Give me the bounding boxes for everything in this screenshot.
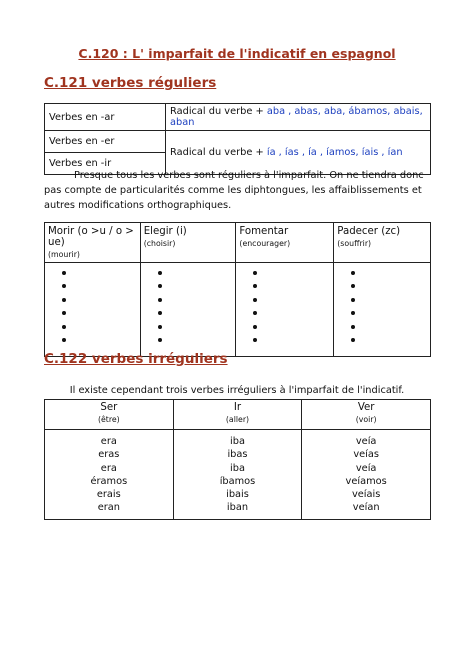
exercise-table: [44, 222, 431, 357]
bullet-item: [239, 294, 330, 307]
conjugation-form: veían: [352, 502, 380, 514]
bullet-icon: [62, 325, 66, 329]
verb-group-label: Verbes en -er: [45, 131, 166, 153]
bullet-icon: [253, 284, 257, 288]
conjugation-form: eras: [98, 449, 120, 461]
bullet-icon: [158, 338, 162, 342]
table-row: [45, 104, 431, 131]
formula-prefix: Radical du verbe +: [170, 147, 267, 158]
bullet-item: [144, 280, 233, 293]
bullet-icon: [62, 284, 66, 288]
answer-cell: [45, 263, 141, 357]
regular-endings-table: [44, 103, 431, 175]
exercise-header: [45, 223, 141, 263]
ending-formula: [166, 104, 431, 131]
bullet-item: [48, 294, 137, 307]
conjugation-form: era: [100, 436, 117, 447]
bullet-item: [239, 280, 330, 293]
bullet-item: [239, 334, 330, 347]
bullet-item: [144, 267, 233, 280]
conjugation-form: ibais: [226, 489, 249, 501]
bullet-icon: [158, 325, 162, 329]
exercise-translation: (choisir): [143, 239, 176, 248]
exercise-verb: Morir (o >u / o > ue): [48, 226, 134, 248]
conjugation-cell: [45, 430, 174, 520]
bullet-item: [144, 294, 233, 307]
table-row: [45, 223, 431, 263]
bullet-icon: [253, 311, 257, 315]
bullet-icon: [62, 271, 66, 275]
bullet-icon: [351, 311, 355, 315]
bullet-item: [48, 307, 137, 320]
conjugation-form: iban: [226, 502, 249, 514]
bullet-item: [337, 280, 427, 293]
bullet-item: [337, 267, 427, 280]
irregular-translation: (aller): [225, 415, 250, 424]
table-row: [45, 400, 431, 430]
irregular-header: [302, 400, 431, 430]
conjugation-cell: [302, 430, 431, 520]
bullet-item: [337, 307, 427, 320]
conjugation-form: ibas: [227, 449, 248, 461]
bullet-icon: [158, 271, 162, 275]
irregular-header: [45, 400, 174, 430]
table-row: [45, 430, 431, 520]
irregular-intro: Il existe cependant trois verbes irréguliers à l'imparfait de l'indicatif.: [69, 385, 405, 396]
bullet-item: [48, 321, 137, 334]
exercise-header: [334, 223, 431, 263]
exercise-translation: (mourir): [48, 250, 80, 259]
bullet-item: [48, 334, 137, 347]
bullet-icon: [253, 338, 257, 342]
conjugation-form: veíamos: [345, 475, 387, 487]
bullet-item: [144, 321, 233, 334]
page-title: C.120 : L' imparfait de l'indicatif en espagnol: [78, 46, 396, 61]
er-ir-endings: ía , ías , ía , íamos, íais , ían: [266, 147, 403, 158]
exercise-header: [140, 223, 236, 263]
bullet-item: [48, 267, 137, 280]
bullet-item: [48, 280, 137, 293]
section-heading-irregular: C.122 verbes irréguliers: [44, 351, 228, 367]
irregular-verb: Ir: [233, 402, 242, 413]
irregular-translation: (être): [97, 415, 120, 424]
conjugation-form: veía: [355, 462, 377, 474]
bullet-icon: [351, 298, 355, 302]
bullet-icon: [351, 338, 355, 342]
bullet-item: [337, 321, 427, 334]
answer-cell: [236, 263, 334, 357]
bullet-list: [48, 267, 137, 347]
bullet-list: [239, 267, 330, 347]
bullet-icon: [62, 298, 66, 302]
conjugation-form: era: [100, 462, 117, 474]
irregular-header: [173, 400, 302, 430]
bullet-item: [337, 294, 427, 307]
bullet-item: [239, 307, 330, 320]
exercise-verb: Fomentar: [239, 226, 289, 237]
bullet-icon: [62, 311, 66, 315]
regular-paragraph: [44, 168, 431, 213]
section-heading-regular: C.121 verbes réguliers: [44, 75, 217, 91]
conjugation-form: veía: [355, 436, 377, 447]
bullet-icon: [62, 338, 66, 342]
answer-cell: [334, 263, 431, 357]
conjugation-form: iba: [230, 436, 245, 447]
exercise-header: [236, 223, 334, 263]
exercise-translation: (encourager): [239, 239, 291, 248]
bullet-icon: [158, 284, 162, 288]
conjugation-cell: [173, 430, 302, 520]
irregular-table: [44, 399, 431, 520]
bullet-item: [144, 307, 233, 320]
bullet-item: [337, 334, 427, 347]
ar-endings: aba , abas, aba, ábamos, abais, aban: [170, 106, 423, 128]
conjugation-form: erais: [96, 489, 121, 501]
bullet-item: [239, 267, 330, 280]
irregular-verb: Ser: [100, 402, 118, 413]
conjugation-form: veías: [353, 449, 379, 461]
bullet-icon: [351, 284, 355, 288]
conjugation-form: eran: [97, 502, 120, 514]
bullet-list: [144, 267, 233, 347]
conjugation-form: éramos: [90, 475, 128, 487]
bullet-icon: [351, 271, 355, 275]
paragraph-text: Presque tous les verbes sont réguliers à l'imparfait. On ne tiendra donc pas compte de particularités comme les diphtongues, les affaiblissements et autres modifications orthographiques.: [44, 170, 424, 211]
bullet-icon: [253, 271, 257, 275]
exercise-translation: (souffrir): [337, 239, 372, 248]
bullet-icon: [253, 298, 257, 302]
bullet-list: [337, 267, 427, 347]
bullet-icon: [158, 311, 162, 315]
exercise-verb: Padecer (zc): [337, 226, 401, 237]
bullet-item: [144, 334, 233, 347]
table-row: [45, 263, 431, 357]
bullet-icon: [253, 325, 257, 329]
conjugation-form: veíais: [351, 489, 381, 501]
bullet-item: [239, 321, 330, 334]
exercise-verb: Elegir (i): [143, 226, 187, 237]
irregular-verb: Ver: [357, 402, 375, 413]
bullet-icon: [351, 325, 355, 329]
conjugation-form: íbamos: [219, 475, 256, 487]
answer-cell: [140, 263, 236, 357]
bullet-icon: [158, 298, 162, 302]
formula-prefix: Radical du verbe +: [170, 106, 267, 117]
irregular-translation: (voir): [355, 415, 377, 424]
verb-group-label: Verbes en -ir: [45, 153, 166, 175]
table-row: [45, 131, 431, 153]
conjugation-form: iba: [230, 462, 245, 474]
verb-group-label: Verbes en -ar: [45, 104, 166, 131]
